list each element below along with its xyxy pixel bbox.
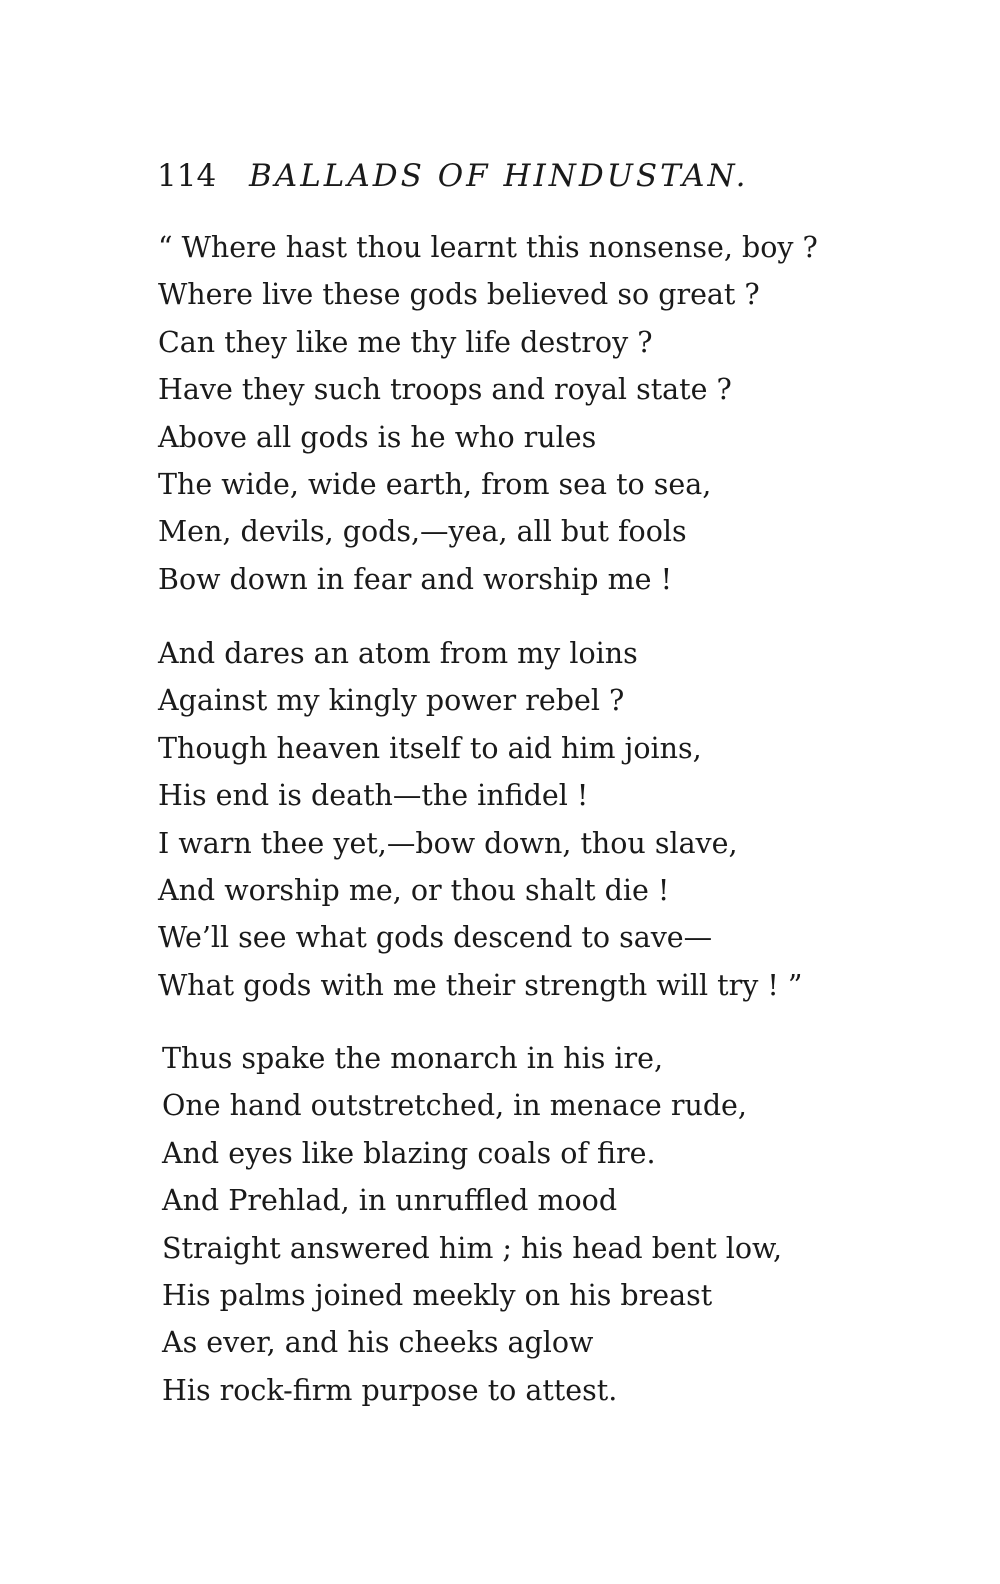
verse-line: Where live these gods believed so great ? xyxy=(158,278,760,312)
running-head xyxy=(157,154,748,198)
verse-line: And dares an atom from my loins xyxy=(158,637,638,670)
verse-line: Straight answered him ; his head bent low, xyxy=(162,1231,783,1265)
verse-line: Can they like me thy life destroy ? xyxy=(158,325,653,359)
verse-line: And Prehlad, in unruffled mood xyxy=(162,1184,618,1218)
page-number: 114 xyxy=(157,158,217,194)
verse-line: As ever, and his cheeks aglow xyxy=(162,1326,594,1360)
verse-line: And eyes like blazing coals of fire. xyxy=(162,1136,656,1170)
verse-line: Against my kingly power rebel ? xyxy=(158,684,625,718)
verse-line: His rock-firm purpose to attest. xyxy=(162,1373,618,1407)
verse-line: I warn thee yet,—bow down, thou slave, xyxy=(158,826,738,860)
verse-line: Above all gods is he who rules xyxy=(158,420,597,454)
verse-line: His end is death—the infidel ! xyxy=(158,779,589,813)
verse-line: Have they such troops and royal state ? xyxy=(158,373,732,407)
verse-line: The wide, wide earth, from sea to sea, xyxy=(158,467,712,501)
stanza-2 xyxy=(158,630,802,1009)
verse-line: We’ll see what gods descend to save— xyxy=(158,921,713,955)
verse-line: Bow down in fear and worship me ! xyxy=(158,562,673,596)
book-title: BALLADS OF HINDUSTAN. xyxy=(249,158,749,194)
verse-line: Men, devils, gods,—yea, all but fools xyxy=(158,515,687,549)
verse-line: “ Where hast thou learnt this nonsense, boy ? xyxy=(158,231,818,264)
verse-line: One hand outstretched, in menace rude, xyxy=(162,1089,747,1123)
verse-line: Thus spake the monarch in his ire, xyxy=(162,1042,664,1075)
verse-line: What gods with me their strength will try ! ” xyxy=(158,968,803,1002)
verse-line: And worship me, or thou shalt die ! xyxy=(158,873,670,907)
stanza-3 xyxy=(162,1035,782,1414)
verse-line: Though heaven itself to aid him joins, xyxy=(158,731,702,765)
verse-line: His palms joined meekly on his breast xyxy=(162,1278,713,1312)
stanza-1 xyxy=(158,224,818,603)
